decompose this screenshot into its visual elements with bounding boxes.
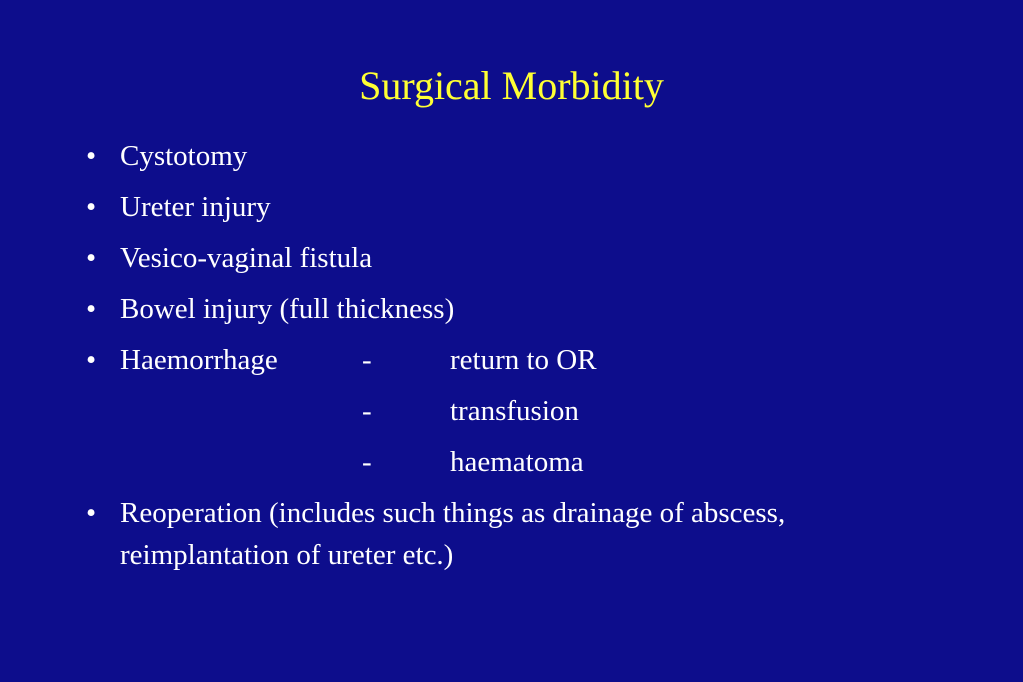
bullet-text: Vesico-vaginal fistula	[120, 242, 373, 274]
sub-item-text: return to OR	[450, 344, 597, 376]
bullet-icon: •	[86, 242, 97, 274]
bullet-text: Ureter injury	[120, 191, 271, 223]
bullet-text: Haemorrhage	[120, 344, 278, 376]
slide-title: Surgical Morbidity	[359, 63, 664, 108]
sub-item-dash: -	[362, 446, 372, 478]
sub-item-text: haematoma	[450, 446, 584, 478]
bullet-text: Cystotomy	[120, 140, 248, 172]
bullet-text-continuation: reimplantation of ureter etc.)	[120, 539, 454, 571]
bullet-icon: •	[86, 191, 97, 223]
bullet-icon: •	[86, 497, 97, 529]
bullet-icon: •	[86, 344, 97, 376]
bullet-text: Reoperation (includes such things as drainage of abscess,	[120, 497, 786, 529]
sub-item-dash: -	[362, 395, 372, 427]
sub-item-text: transfusion	[450, 395, 579, 427]
bullet-icon: •	[86, 293, 97, 325]
bullet-text: Bowel injury (full thickness)	[120, 293, 455, 325]
sub-item-dash: -	[362, 344, 372, 376]
bullet-icon: •	[86, 140, 97, 172]
